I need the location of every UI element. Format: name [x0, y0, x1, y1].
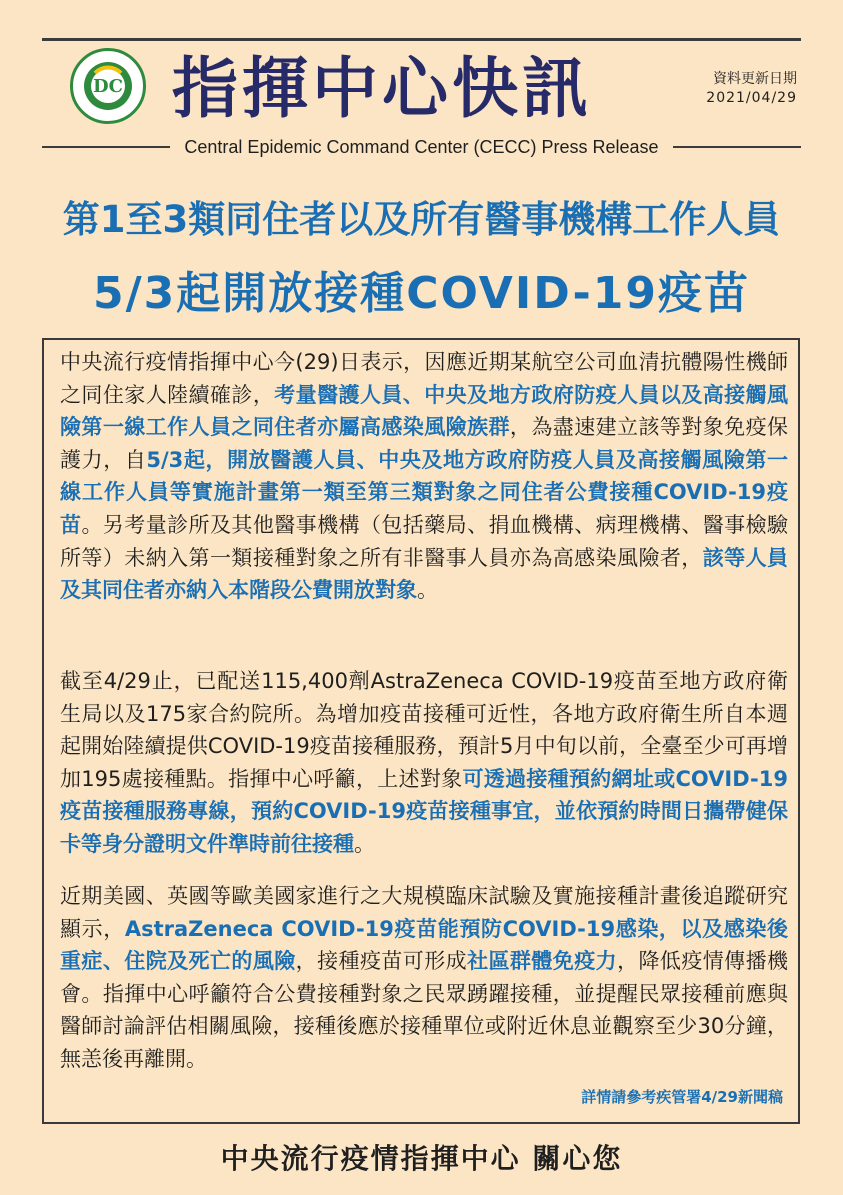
reference-note: 詳情請參考疾管署4/29新聞稿 [581, 1088, 783, 1106]
body-text: 近期美國、英國等歐美國家進行之大規模臨床試驗及實施接種計畫後追蹤研究顯示， [60, 884, 788, 941]
subtitle-rule-right [673, 146, 801, 148]
update-info [657, 70, 797, 108]
body-text: 。另考量診所及其他醫事機構（包括藥局、捐血機構、病理機構、醫事檢驗所等）未納入第一類接種對象之所有非醫事人員亦為高感染風險者， [60, 512, 789, 570]
cdc-logo-icon [70, 48, 146, 124]
body-text: ，接種疫苗可形成 [295, 949, 468, 974]
update-label: 資料更新日期 [713, 71, 797, 87]
page-title: 指揮中心快訊 [172, 49, 592, 127]
highlighted-text: 社區群體免疫力 [467, 949, 618, 974]
paragraph-3 [60, 880, 788, 1076]
body-text: 。 [417, 578, 438, 603]
highlighted-text: 5/3起，開放醫護人員、中央及地方政府防疫人員及高接觸風險第一線工作人員等實施計畫第一類至第三類對象之同住者公費接種COVID-19疫苗 [60, 447, 788, 537]
body-text: 截至4/29止，已配送115,400劑AstraZeneca COVID-19疫苗至地方政府衛生局以及175家合約院所。為增加疫苗接種可近性，各地方政府衛生所自本週起開始陸續提供COVID-19疫苗接種服務，預計5月中旬以前，全臺至少可再增加195處接種點。指揮中心呼籲，上述對象 [60, 669, 788, 791]
body-text: 中央流行疫情指揮中心今(29)日表示，因應近期某航空公司血清抗體陽性機師之同住家人陸續確診， [60, 350, 788, 407]
highlighted-text: AstraZeneca COVID-19疫苗能預防COVID-19感染，以及感染後重症、住院及死亡的風險 [60, 916, 788, 974]
svg-text:DC: DC [93, 76, 123, 97]
highlighted-text: 可透過接種預約網址或COVID-19疫苗接種服務專線，預約COVID-19疫苗接種事宜，並依預約時間日攜帶健保卡等身分證明文件準時前往接種 [60, 766, 788, 856]
body-text: ，為盡速建立該等對象免疫保護力，自 [60, 415, 789, 472]
headline-line-1: 第1至3類同住者以及所有醫事機構工作人員 [62, 198, 781, 241]
highlighted-text: 考量醫護人員、中央及地方政府防疫人員以及高接觸風險第一線工作人員之同住者亦屬高感染風險族群 [60, 382, 789, 440]
top-rule [42, 38, 801, 41]
subtitle: Central Epidemic Command Center (CECC) Press Release [184, 137, 659, 157]
headline-line-2: 5/3起開放接種COVID-19疫苗 [92, 268, 751, 319]
paragraph-1 [60, 346, 788, 607]
body-text: ，降低疫情傳播機會。指揮中心呼籲符合公費接種對象之民眾踴躍接種，並提醒民眾接種前應與醫師討論評估相關風險，接種後應於接種單位或附近休息並觀察至少30分鐘，無恙後再離開。 [60, 949, 789, 1071]
body-text: 。 [354, 831, 375, 856]
subtitle-rule-left [42, 146, 170, 148]
paragraph-2 [60, 665, 788, 861]
footer-slogan: 中央流行疫情指揮中心 關心您 [220, 1142, 623, 1175]
subtitle-band [42, 132, 801, 162]
update-date: 2021/04/29 [706, 90, 797, 106]
highlighted-text: 該等人員及其同住者亦納入本階段公費開放對象 [60, 545, 789, 603]
